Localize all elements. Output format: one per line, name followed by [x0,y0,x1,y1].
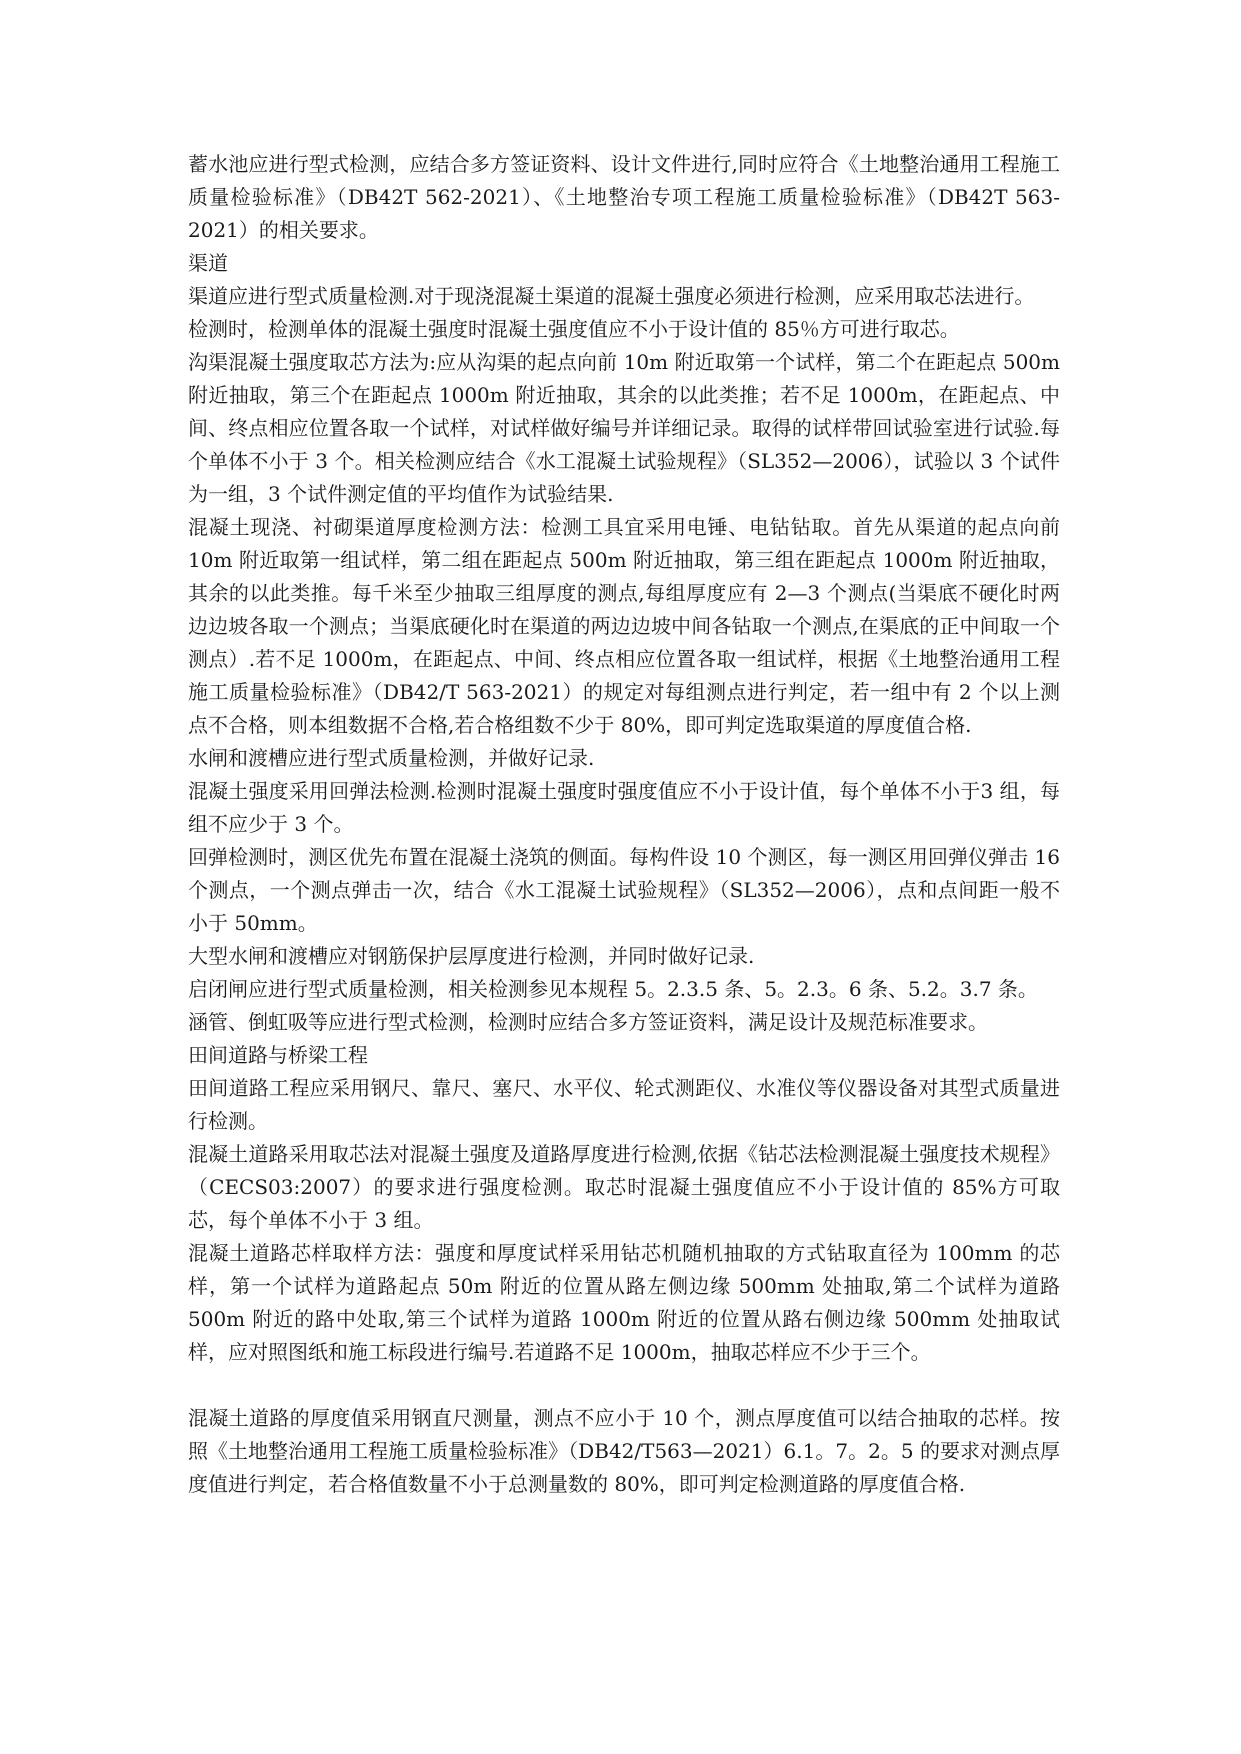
paragraph-road-core-sampling: 混凝土道路芯样取样方法：强度和厚度试样采用钻芯机随机抽取的方式钻取直径为 100mm 的芯样，第一个试样为道路起点 50m 附近的位置从路左侧边缘 500mm 处抽取,第二个试样为道路 500m 附近的路中处取,第三个试样为道路 1000m 附近的位置从路右侧边缘 500mm 处抽取试样，应对照图纸和施工标段进行编号.若道路不足 1000m，抽取芯样应不少于三个。 [188,1241,1060,1364]
heading-channel: 渠道 [188,251,228,275]
paragraph-culvert-siphon: 涵管、倒虹吸等应进行型式检测，检测时应结合多方签证资料，满足设计及规范标准要求。 [188,1010,988,1034]
paragraph-rebar-cover: 大型水闸和渡槽应对钢筋保护层厚度进行检测，并同时做好记录. [188,944,755,968]
paragraph-channel-inspection: 渠道应进行型式质量检测.对于现浇混凝土渠道的混凝土强度必须进行检测，应采用取芯法进行。 [188,284,1035,308]
document-body [188,148,1060,1501]
paragraph-lining-thickness: 混凝土现浇、衬砌渠道厚度检测方法：检测工具宜采用电锤、电钻钻取。首先从渠道的起点向前 10m 附近取第一组试样，第二组在距起点 500m 附近抽取，第三组在距起点 1000m 附近抽取，其余的以此类推。每千米至少抽取三组厚度的测点,每组厚度应有 2—3 个测点(当渠底不硬化时两边边坡各取一个测点；当渠底硬化时在渠道的两边边坡中间各钻取一个测点,在渠底的正中间取一个测点）.若不足 1000m，在距起点、中间、终点相应位置各取一组试样，根据《土地整治通用工程施工质量检验标准》（DB42/T 563-2021）的规定对每组测点进行判定，若一组中有 2 个以上测点不合格，则本组数据不合格,若合格组数不少于 80%，即可判定选取渠道的厚度值合格. [188,515,1060,737]
paragraph-coring-threshold: 检测时，检测单体的混凝土强度时混凝土强度值应不小于设计值的 85％方可进行取芯。 [188,317,960,341]
paragraph-rebound-method: 混凝土强度采用回弹法检测.检测时混凝土强度时强度值应不小于设计值，每个单体不小于3 组，每组不应少于 3 个。 [188,779,1060,836]
paragraph-reservoir: 蓄水池应进行型式检测，应结合多方签证资料、设计文件进行,同时应符合《土地整治通用工程施工质量检验标准》（DB42T 562-2021）、《土地整治专项工程施工质量检验标准》（DB42T 563-2021）的相关要求。 [188,152,1060,242]
paragraph-sluice-aqueduct: 水闸和渡槽应进行型式质量检测，并做好记录. [188,746,595,770]
paragraph-road-coring: 混凝土道路采用取芯法对混凝土强度及道路厚度进行检测,依据《钻芯法检测混凝土强度技术规程》（CECS03:2007）的要求进行强度检测。取芯时混凝土强度值应不小于设计值的 85%方可取芯，每个单体不小于 3 组。 [188,1142,1060,1232]
paragraph-road-instruments: 田间道路工程应采用钢尺、靠尺、塞尺、水平仪、轮式测距仪、水准仪等仪器设备对其型式质量进行检测。 [188,1076,1060,1133]
paragraph-ditch-coring-method: 沟渠混凝土强度取芯方法为:应从沟渠的起点向前 10m 附近取第一个试样，第二个在距起点 500m 附近抽取，第三个在距起点 1000m 附近抽取，其余的以此类推；若不足 1000m，在距起点、中间、终点相应位置各取一个试样，对试样做好编号并详细记录。取得的试样带回试验室进行试验.每个单体不小于 3 个。相关检测应结合《水工混凝土试验规程》（SL352—2006），试验以 3 个试件为一组，3 个试件测定值的平均值作为试验结果. [188,350,1060,506]
paragraph-road-thickness: 混凝土道路的厚度值采用钢直尺测量，测点不应小于 10 个，测点厚度值可以结合抽取的芯样。按照《土地整治通用工程施工质量检验标准》（DB42/T563—2021）6.1。7。2。5 的要求对测点厚度值进行判定，若合格值数量不小于总测量数的 80%，即可判定检测道路的厚度值合格. [188,1406,1060,1496]
paragraph-spacer [188,1369,1060,1402]
paragraph-rebound-layout: 回弹检测时，测区优先布置在混凝土浇筑的侧面。每构件设 10 个测区，每一测区用回弹仪弹击 16 个测点，一个测点弹击一次，结合《水工混凝土试验规程》（SL352—2006），点和点间距一般不小于 50mm。 [188,845,1060,935]
paragraph-gate-hoist: 启闭闸应进行型式质量检测，相关检测参见本规程 5。2.3.5 条、5。2.3。6 条、5.2。3.7 条。 [188,977,1038,1001]
heading-road-bridge: 田间道路与桥梁工程 [188,1043,368,1067]
